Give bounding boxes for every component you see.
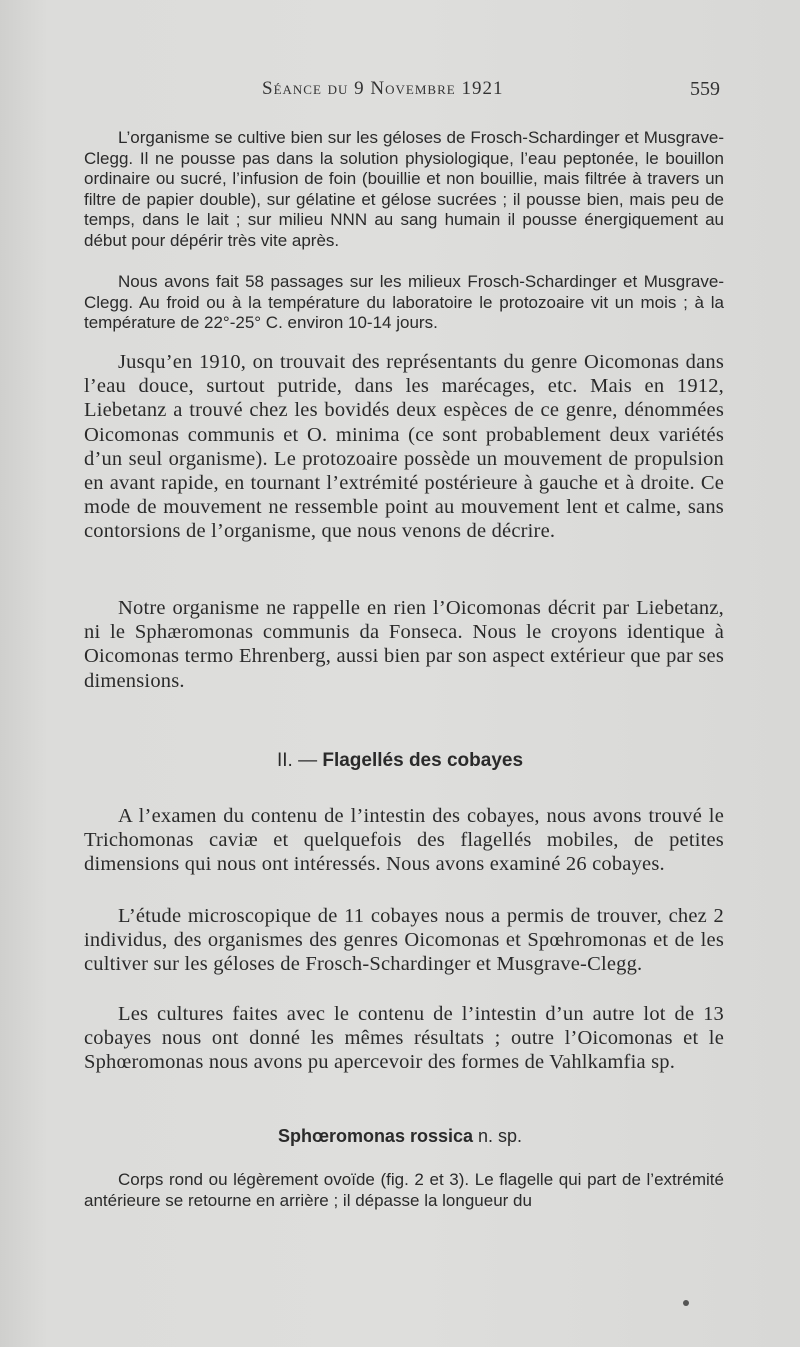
paragraph-oicomonas-history: Jusqu’en 1910, on trouvait des représentants du genre Oicomonas dans l’eau douce, surtout putride, dans les marécages, etc. Mais en 1912, Liebetanz a trouvé chez les bovidés deux espèces de ce genre, dénommées Oicomonas communis et O. minima (ce sont probablement deux variétés d’un seul organisme). Le protozoaire possède un mouvement de propulsion en avant rapide, en tournant l’extrémité postérieure à gauche et à droite. Ce mode de mouvement ne ressemble point au mouvement lent et calme, sans contorsions de l’organisme, que nous venons de décrire. (84, 351, 724, 543)
ink-speck (683, 1300, 689, 1306)
page-header (0, 78, 800, 108)
paragraph-microscopic-study: L’étude microscopique de 11 cobayes nous a permis de trouver, chez 2 individus, des organismes des genres Oicomonas et Spœhromonas et de les cultiver sur les géloses de Frosch-Schardinger et Musgrave-Clegg. (84, 905, 724, 976)
paragraph-description: Corps rond ou légèrement ovoïde (fig. 2 et 3). Le flagelle qui part de l’extrémité antérieure se retourne en arrière ; il dépasse la longueur du (84, 1170, 724, 1210)
running-title: Séance du 9 Novembre 1921 (262, 78, 504, 99)
paragraph-examination: A l’examen du contenu de l’intestin des cobayes, nous avons trouvé le Trichomonas caviæ et quelquefois des flagellés mobiles, de petites dimensions qui nous ont intéressés. Nous avons examiné 26 cobayes. (84, 805, 724, 876)
section-title: Flagellés des cobayes (322, 750, 524, 771)
section-number: II. — (276, 750, 318, 771)
paragraph-culture-media: L’organisme se cultive bien sur les géloses de Frosch-Schardinger et Musgrave-Clegg. Il ne pousse pas dans la solution physiologique, l’eau peptonée, le bouillon ordinaire ou sucré, l’infusion de foin (bouillie et non bouillie, mais filtrée à travers un filtre de papier double), sur gélatine et gélose sucrées ; il pousse bien, mais peu de temps, dans le lait ; sur milieu NNN au sang humain il pousse énergiquement au début pour dépérir très vite après. (84, 128, 724, 250)
page-number: 559 (690, 78, 720, 100)
paragraph-passages: Nous avons fait 58 passages sur les milieux Frosch-Schardinger et Musgrave-Clegg. Au froid ou à la température du laboratoire le protozoaire vit un mois ; à la température de 22°-25° C. environ 10-14 jours. (84, 272, 724, 332)
paragraph-cultures: Les cultures faites avec le contenu de l’intestin d’un autre lot de 13 cobayes nous ont donné les mêmes résultats ; outre l’Oicomonas et le Sphœromonas nous avons pu apercevoir des formes de Vahlkamfia sp. (84, 1003, 724, 1074)
section-heading (0, 750, 800, 772)
species-suffix: n. sp. (478, 1126, 523, 1146)
species-name: Sphœromonas rossica (277, 1126, 473, 1146)
paragraph-identification: Notre organisme ne rappelle en rien l’Oicomonas décrit par Liebetanz, ni le Sphæromonas communis da Fonseca. Nous le croyons identique à Oicomonas termo Ehrenberg, aussi bien par son aspect extérieur que par ses dimensions. (84, 597, 724, 692)
species-heading (0, 1126, 800, 1147)
